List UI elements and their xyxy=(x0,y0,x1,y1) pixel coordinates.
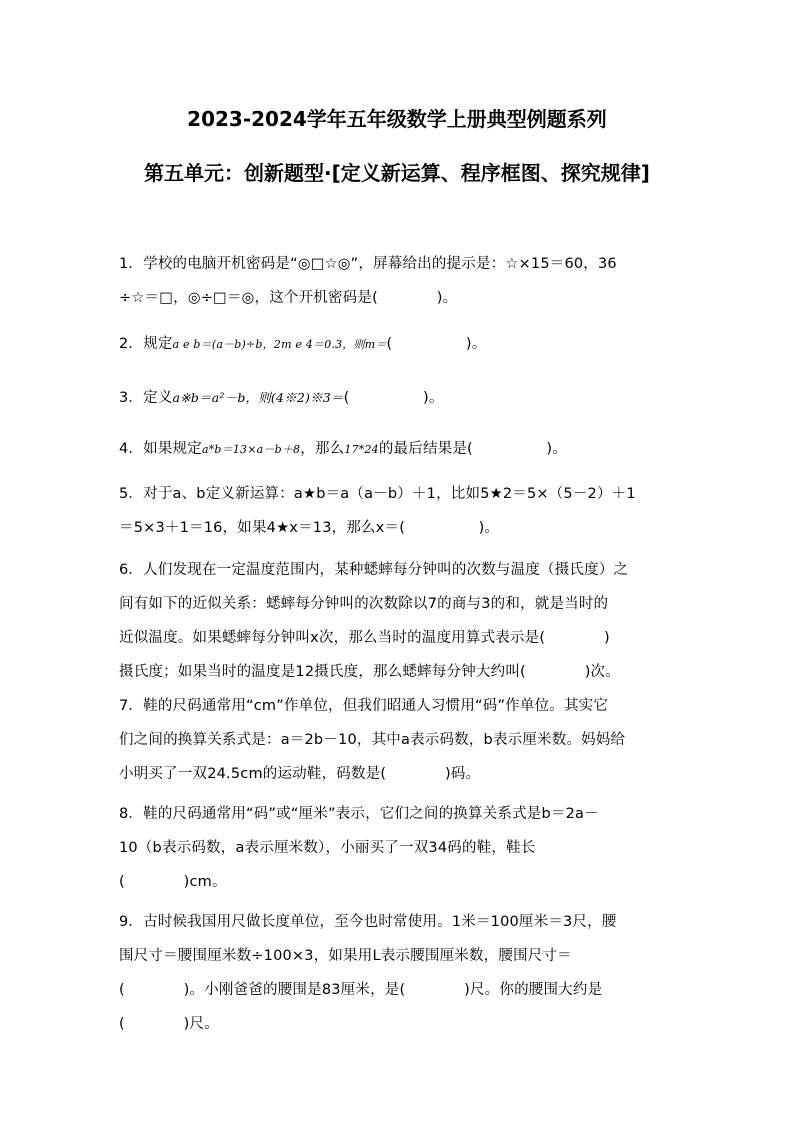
question-formula: a※b＝a²－b，则(4※2)※3＝ xyxy=(172,390,344,405)
question-line: 9．古时候我国用尺做长度单位，至今也时常使用。1米＝100厘米＝3尺，腰 xyxy=(119,914,617,930)
question-line: 近似温度。如果蟋蟀每分钟叫x次，那么当时的温度用算式表示是( ) xyxy=(119,630,610,646)
question-6 xyxy=(119,553,676,689)
document-subtitle: 第五单元：创新题型·[定义新运算、程序框图、探究规律] xyxy=(144,161,650,185)
question-formula: 17*24 xyxy=(344,443,379,456)
question-8 xyxy=(119,797,676,899)
question-1 xyxy=(119,247,676,315)
document-title: 2023-2024学年五年级数学上册典型例题系列 xyxy=(187,107,607,131)
question-line: 围尺寸＝腰围厘米数÷100×3，如果用L表示腰围厘米数，腰围尺寸＝ xyxy=(119,948,572,964)
question-line: ( )。小刚爸爸的腰围是83厘米，是( )尺。你的腰围大约是 xyxy=(119,982,603,998)
question-text: 4．如果规定 xyxy=(119,441,202,457)
question-formula: a e b＝(a－b)÷b，2m e 4＝0.3，则m＝ xyxy=(172,338,387,351)
question-text: ，那么 xyxy=(300,441,345,457)
question-line xyxy=(119,432,676,467)
question-line: ÷☆＝□，◎÷□＝◎，这个开机密码是( )。 xyxy=(119,290,458,306)
question-text: 2．规定 xyxy=(119,336,173,352)
question-line: 小明买了一双24.5cm的运动鞋，码数是( )码。 xyxy=(119,766,481,782)
question-9 xyxy=(119,905,676,1041)
question-text: 3．定义 xyxy=(119,390,173,406)
question-line: 8．鞋的尺码通常用“码”或“厘米”表示，它们之间的换算关系式是b＝2a－ xyxy=(119,806,599,822)
question-line: ( )cm。 xyxy=(119,874,227,890)
question-line: 间有如下的近似关系：蟋蟀每分钟叫的次数除以7的商与3的和，就是当时的 xyxy=(119,596,609,612)
question-line: 7．鞋的尺码通常用“cm”作单位，但我们昭通人习惯用“码”作单位。其实它 xyxy=(119,698,609,714)
question-line: 摄氏度；如果当时的温度是12摄氏度，那么蟋蟀每分钟大约叫( )次。 xyxy=(119,664,620,680)
question-text: 的最后结果是( )。 xyxy=(378,441,567,457)
question-line xyxy=(119,381,676,415)
question-5 xyxy=(119,477,676,545)
question-line: 们之间的换算关系式是：a＝2b－10，其中a表示码数，b表示厘米数。妈妈给 xyxy=(119,732,626,748)
question-line: ( )尺。 xyxy=(119,1016,219,1032)
question-text: ( )。 xyxy=(343,390,444,406)
question-2 xyxy=(119,327,676,362)
question-line: 6．人们发现在一定温度范围内，某种蟋蟀每分钟叫的次数与温度（摄氏度）之 xyxy=(119,562,629,578)
question-7 xyxy=(119,689,676,791)
question-text: ( )。 xyxy=(386,336,487,352)
question-line: 1．学校的电脑开机密码是“◎□☆◎”，屏幕给出的提示是：☆×15＝60，36 xyxy=(119,256,617,272)
question-formula: a*b＝13×a－b＋8 xyxy=(201,443,301,456)
question-line xyxy=(119,327,676,362)
question-line: ＝5×3＋1＝16，如果4★x＝13，那么x＝( )。 xyxy=(119,520,500,536)
question-4 xyxy=(119,432,676,467)
question-3 xyxy=(119,381,676,415)
question-line: 5．对于a、b定义新运算：a★b＝a（a－b）＋1，比如5★2＝5×（5－2）＋1 xyxy=(119,486,636,502)
question-line: 10（b表示码数，a表示厘米数），小丽买了一双34码的鞋，鞋长 xyxy=(119,840,536,856)
